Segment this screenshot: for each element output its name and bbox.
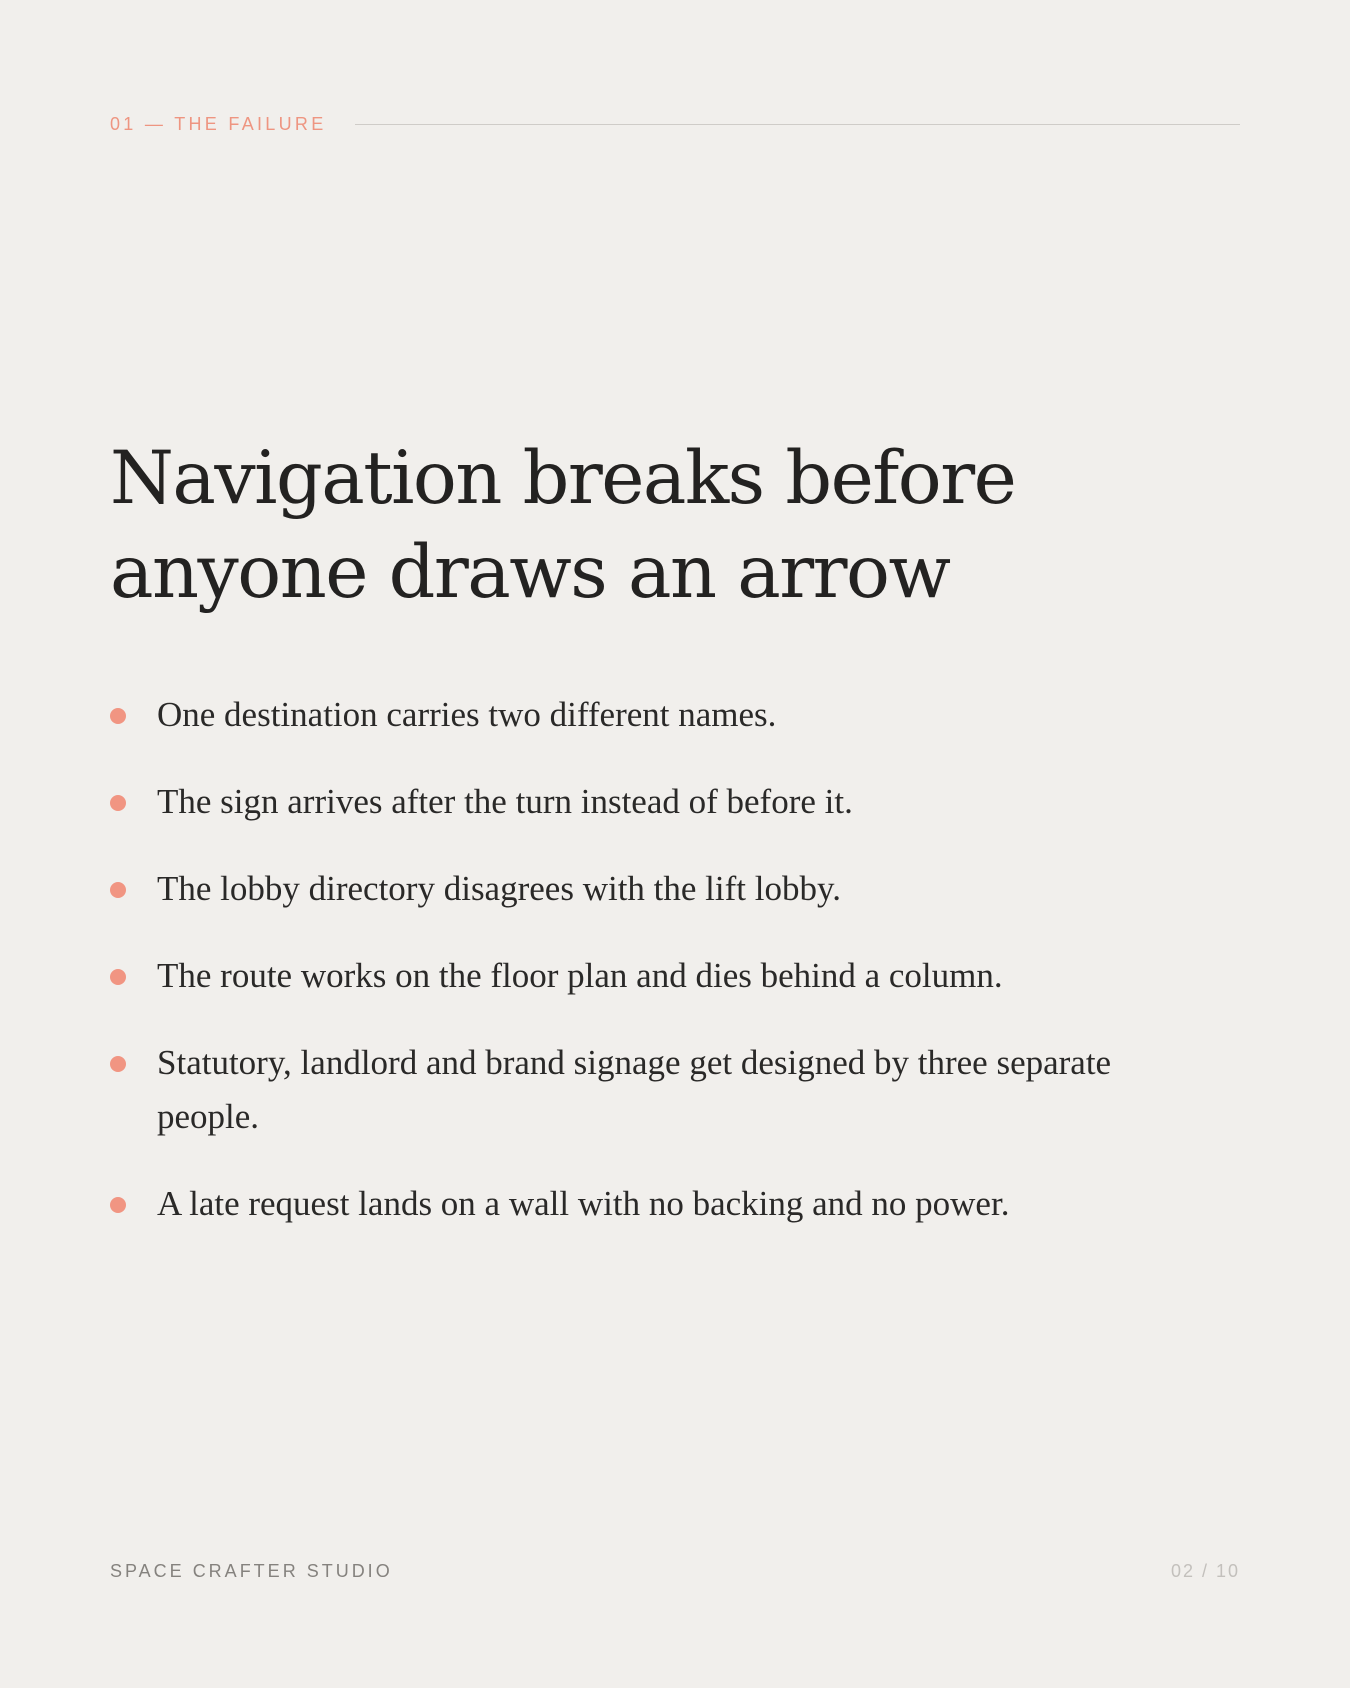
bullet-item <box>110 775 1190 829</box>
footer-brand: SPACE CRAFTER STUDIO <box>110 1561 393 1581</box>
bullet-dot-icon <box>110 708 126 724</box>
page-number: 02 / 10 <box>1170 1561 1240 1581</box>
bullet-item <box>110 688 1190 742</box>
bullet-dot-icon <box>110 795 126 811</box>
bullet-dot-icon <box>110 969 126 985</box>
bullet-dot-icon <box>110 1056 126 1072</box>
bullet-text: The sign arrives after the turn instead of before it. <box>157 782 853 821</box>
section-label: 01 — THE FAILURE <box>110 113 327 134</box>
bullet-item <box>110 862 1190 916</box>
bullet-dot-icon <box>110 1197 126 1213</box>
bullet-dot-icon <box>110 882 126 898</box>
bullet-text: One destination carries two different names. <box>157 695 777 734</box>
bullet-item <box>110 1036 1190 1144</box>
page-title: Navigation breaks before anyone draws an arrow <box>110 436 1016 615</box>
bullet-item <box>110 1177 1190 1231</box>
bullet-text: A late request lands on a wall with no backing and no power. <box>157 1184 1010 1223</box>
bullet-text: Statutory, landlord and brand signage get designed by three separate people. <box>157 1043 1112 1136</box>
bullet-list <box>110 688 1190 1264</box>
bullet-text: The route works on the floor plan and dies behind a column. <box>157 956 1003 995</box>
section-header <box>110 111 1240 137</box>
header-divider <box>355 124 1240 125</box>
bullet-text: The lobby directory disagrees with the lift lobby. <box>157 869 841 908</box>
bullet-item <box>110 949 1190 1003</box>
